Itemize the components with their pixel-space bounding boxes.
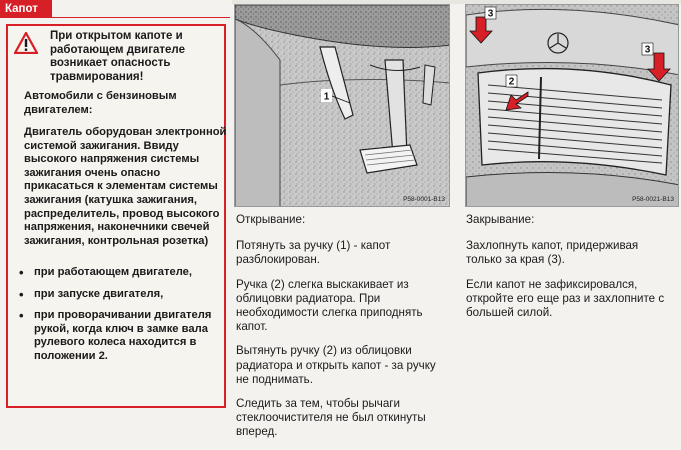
warning-column (6, 24, 226, 408)
header-rule (52, 17, 230, 18)
warning-triangle-icon (14, 32, 38, 54)
callout-3-left-label: 3 (487, 8, 494, 20)
opening-section (236, 213, 448, 450)
grille-illustration (466, 5, 679, 207)
hood-release-figure (234, 4, 450, 207)
list-item: • при работающем двигателе, (16, 266, 222, 280)
figure-code: P58-0021-B13 (632, 196, 674, 203)
ignition-warning-text: Двигатель оборудован электронной системой зажигания. Ввиду высокого напряжения системы зажигания очень опасно прикасаться к элементам системы зажигания (катушка зажигания, распределитель, провод высокого напряжения, наконечники свечей зажигания, контрольная розетка) (24, 126, 227, 247)
closing-step: Захлопнуть капот, придерживая только за края (3). (466, 239, 639, 267)
opening-step: Следить за тем, чтобы рычаги стеклоочистителя не был откинуты вперед. (236, 397, 426, 439)
opening-heading: Открывание: (236, 213, 306, 226)
section-title: Капот (0, 0, 52, 18)
opening-step: Потянуть за ручку (1) - капот разблокирован. (236, 239, 391, 267)
callout-1-label: 1 (323, 91, 330, 103)
grille-figure (465, 4, 679, 207)
petrol-engines-heading: Автомобили с бензиновым двигателем: (24, 90, 177, 116)
callout-2-label: 2 (508, 76, 515, 88)
warning-text: При открытом капоте и работающем двигателе возникает опасность травмирования! (50, 30, 185, 83)
hazard-list (16, 266, 222, 372)
hood-release-illustration (235, 5, 450, 207)
list-item: • при запуске двигателя, (16, 288, 222, 302)
closing-step: Если капот не зафиксировался, откройте его еще раз и захлопните с большей силой. (466, 277, 665, 320)
closing-section (466, 213, 676, 330)
warning-box (8, 26, 224, 86)
opening-step: Вытянуть ручку (2) из облицовки радиатора и открыть капот - за ручку не поднимать. (236, 344, 436, 386)
callout-3-right-label: 3 (644, 44, 651, 56)
closing-heading: Закрывание: (466, 213, 535, 226)
opening-step: Ручка (2) слегка выскакивает из облицовки радиатора. При необходимости слегка приподнять капот. (236, 277, 423, 334)
figure-code: P58-0001-B13 (403, 196, 445, 203)
list-item: • при проворачивании двигателя рукой, когда ключ в замке вала рулевого колеса находится в положении 2. (16, 309, 222, 363)
